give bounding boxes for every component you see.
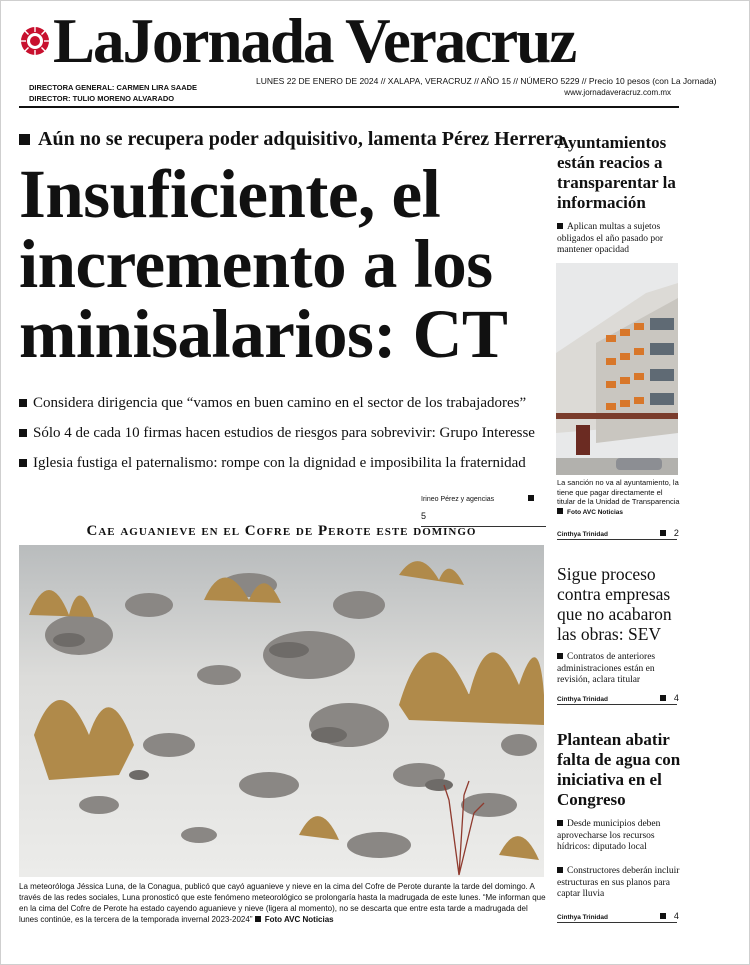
- sidebar-story2-sub: [557, 652, 682, 687]
- author-credit: Cinthya Trinidad: [557, 696, 608, 703]
- sidebar-story1-image-caption: La sanción no va al ayuntamiento, la tiene que pagar directamente el titular de la Unidad de Transparencia: [557, 478, 680, 506]
- page-number: 4: [673, 693, 679, 703]
- sidebar-story1-credit-line: [557, 528, 682, 538]
- square-bullet-icon: [19, 134, 30, 145]
- lead-headline[interactable]: Insuficiente, el incremento a los minisalarios: CT: [19, 156, 508, 372]
- sidebar-story1-headline[interactable]: Ayuntamientos están reacios a transparentar la información: [557, 133, 676, 212]
- staff-director: DIRECTOR: TULIO MORENO ALVARADO: [29, 94, 175, 103]
- sidebar-story1-photo-credit: [557, 508, 682, 516]
- sidebar-divider: [557, 922, 677, 923]
- masthead-rule: [19, 106, 679, 108]
- caption-text: La meteoróloga Jéssica Luna, de la Conagua, publicó que cayó aguanieve y nieve en la cima del Cofre de Perote durante la tarde del domingo. A través de las redes sociales, Luna pronosticó que este fenómeno meteorológico se prolongaría hasta la madrugada de este lunes. “Me informan que en la cima del Cofre de Perote ha estado cayendo aguanieve y nieve (ligera al momento), no se descarta que entre esta tarde a madrugada del lunes continúe, es la tercera de la temporada invernal 2023-2024”: [19, 882, 546, 924]
- sub-text: Contratos de anteriores administraciones están en revisión, aclara titular: [557, 652, 656, 685]
- lead-credit-line: [421, 488, 546, 527]
- sub-text: Desde municipios deben aprovecharse los recursos hídricos: diputado local: [557, 819, 661, 852]
- lead-credit: Irineo Pérez y agencias: [421, 496, 495, 503]
- dateline: LUNES 22 DE ENERO DE 2024 // XALAPA, VERACRUZ // AÑO 15 // NÚMERO 5229 // Precio 10 pesos (con La Jornada): [256, 76, 717, 86]
- sidebar-divider: [557, 704, 677, 705]
- sub-text: Aplican multas a sujetos obligados el año pasado por mantener opacidad: [557, 222, 664, 255]
- author-credit: Cinthya Trinidad: [557, 531, 608, 538]
- photo-caption: [19, 881, 547, 925]
- masthead-title: LaJornada Veracruz: [53, 6, 576, 76]
- square-bullet-icon: [255, 916, 261, 922]
- lead-page-number: 5: [421, 511, 427, 521]
- secondary-text: Sólo 4 de cada 10 firmas hacen estudios de riesgos para sobrevivir: Grupo Interesse: [33, 425, 535, 441]
- square-bullet-icon: [557, 867, 563, 873]
- municipal-building-photo: [556, 263, 678, 475]
- sidebar-story2-headline[interactable]: Sigue proceso contra empresas que no acabaron las obras: SEV: [557, 564, 672, 644]
- page-number: 4: [673, 911, 679, 921]
- square-bullet-icon: [557, 820, 563, 826]
- square-bullet-icon: [557, 653, 563, 659]
- secondary-headline-1[interactable]: [19, 395, 549, 412]
- website-link[interactable]: www.jornadaveracruz.com.mx: [564, 88, 671, 97]
- square-bullet-icon: [19, 399, 27, 407]
- secondary-text: Iglesia fustiga el paternalismo: rompe con la dignidad e imposibilita la fraternidad: [33, 455, 526, 471]
- author-credit: Cinthya Trinidad: [557, 914, 608, 921]
- square-bullet-icon: [19, 459, 27, 467]
- photo-credit: Foto AVC Noticias: [264, 915, 334, 924]
- secondary-headline-3[interactable]: [19, 455, 549, 472]
- square-bullet-icon: [19, 429, 27, 437]
- sidebar-divider: [557, 539, 677, 540]
- staff-directora: DIRECTORA GENERAL: CARMEN LIRA SAADE: [29, 83, 198, 92]
- page-ref-icon: [660, 913, 666, 919]
- snowy-landscape-photo: [19, 545, 544, 877]
- sidebar-story3-headline[interactable]: Plantean abatir falta de agua con iniciativa en el Congreso: [557, 730, 681, 809]
- newspaper-logo-icon: [19, 25, 51, 57]
- sub-text: Constructores deberán incluir estructuras en sus planos para captar lluvia: [557, 866, 680, 899]
- page-ref-icon: [528, 495, 534, 501]
- sidebar-story3-credit-line: [557, 911, 682, 921]
- page-ref-icon: [660, 530, 666, 536]
- sidebar-story3-sub-2: [557, 866, 682, 901]
- square-bullet-icon: [557, 223, 563, 229]
- sidebar-story3-sub-1: [557, 819, 682, 854]
- secondary-text: Considera dirigencia que “vamos en buen camino en el sector de los trabajadores”: [33, 395, 527, 411]
- secondary-headline-2[interactable]: [19, 425, 549, 442]
- lead-kicker: [19, 128, 564, 151]
- photo-credit: Foto AVC Noticias: [567, 509, 623, 516]
- page-number: 2: [673, 528, 679, 538]
- page-ref-icon: [660, 695, 666, 701]
- lead-kicker-text: Aún no se recupera poder adquisitivo, lamenta Pérez Herrera: [38, 128, 564, 150]
- sidebar-story2-credit-line: [557, 693, 682, 703]
- photo-story-title: Cae aguanieve en el Cofre de Perote este domingo: [86, 523, 477, 539]
- sidebar-story1-sub: [557, 222, 682, 257]
- square-bullet-icon: [557, 508, 563, 514]
